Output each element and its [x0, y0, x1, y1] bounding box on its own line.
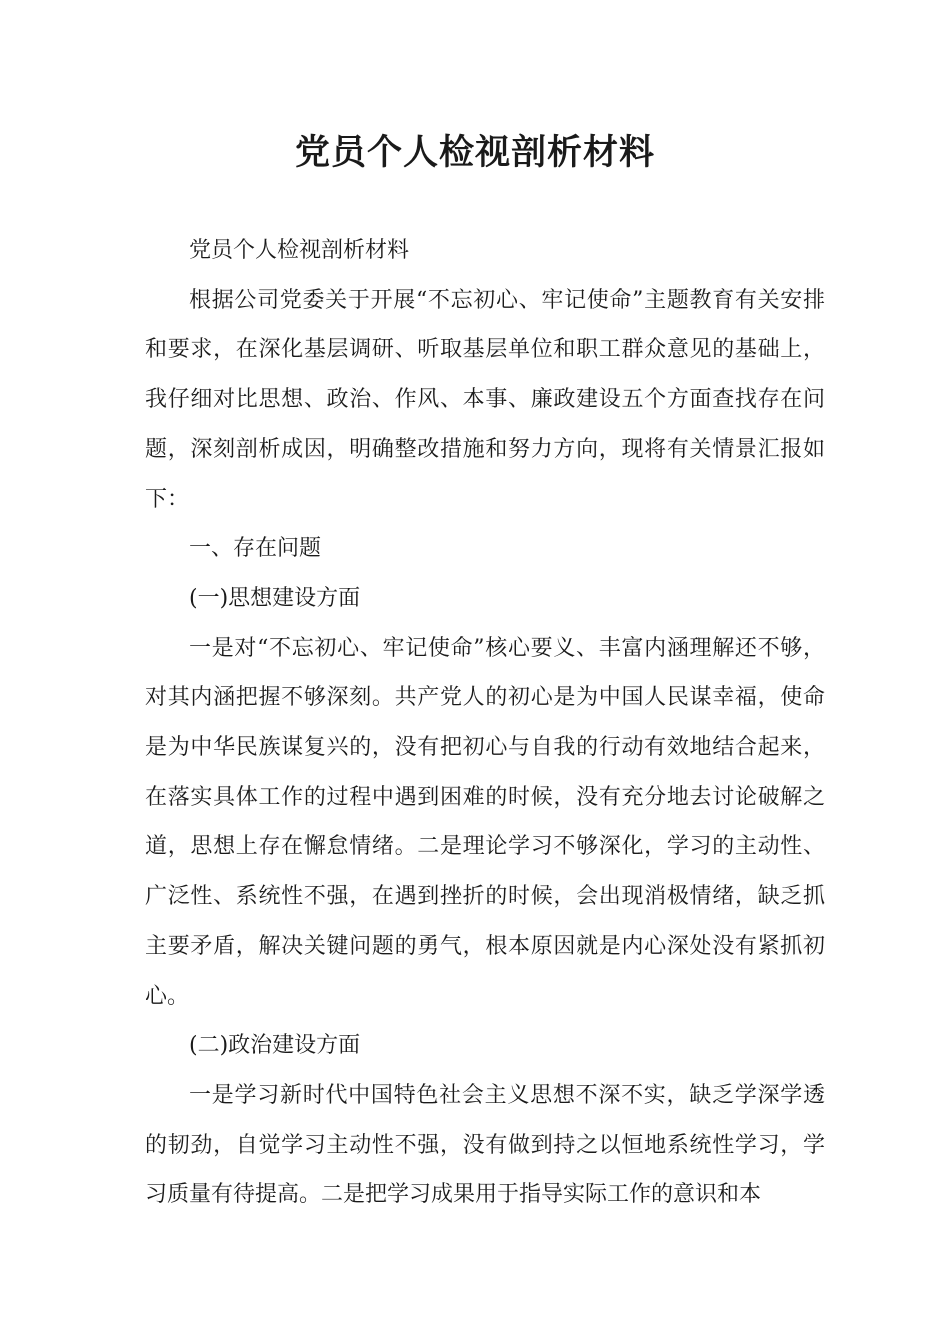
document-title: 党员个人检视剖析材料 — [294, 132, 655, 173]
subsection-heading-ideology: (一)思想建设方面 — [189, 585, 361, 611]
subsection-heading-politics: (二)政治建设方面 — [189, 1033, 361, 1059]
section-heading-problems: 一、存在问题 — [189, 536, 322, 562]
paragraph-intro: 根据公司党委关于开展“不忘初心、牢记使命”主题教育有关安排和要求，在深化基层调研、听取基层单位和职工群众意见的基础上，我仔细对比思想、政治、作风、本事、廉政建设五个方面查找存在问题，深刻剖析成因，明确整改措施和努力方向，现将有关情景汇报如下： — [145, 287, 825, 512]
document-body — [145, 226, 825, 1220]
paragraph-politics: 一是学习新时代中国特色社会主义思想不深不实，缺乏学深学透的韧劲，自觉学习主动性不强，没有做到持之以恒地系统性学习，学习质量有待提高。二是把学习成果用于指导实际工作的意识和本 — [145, 1082, 825, 1208]
paragraph-ideology: 一是对“不忘初心、牢记使命”核心要义、丰富内涵理解还不够，对其内涵把握不够深刻。共产党人的初心是为中国人民谋幸福，使命是为中华民族谋复兴的，没有把初心与自我的行动有效地结合起来，在落实具体工作的过程中遇到困难的时候，没有充分地去讨论破解之道，思想上存在懈怠情绪。二是理论学习不够深化，学习的主动性、广泛性、系统性不强，在遇到挫折的时候，会出现消极情绪，缺乏抓主要矛盾，解决关键问题的勇气，根本原因就是内心深处没有紧抓初心。 — [145, 635, 825, 1009]
paragraph-subtitle: 党员个人检视剖析材料 — [189, 238, 410, 263]
